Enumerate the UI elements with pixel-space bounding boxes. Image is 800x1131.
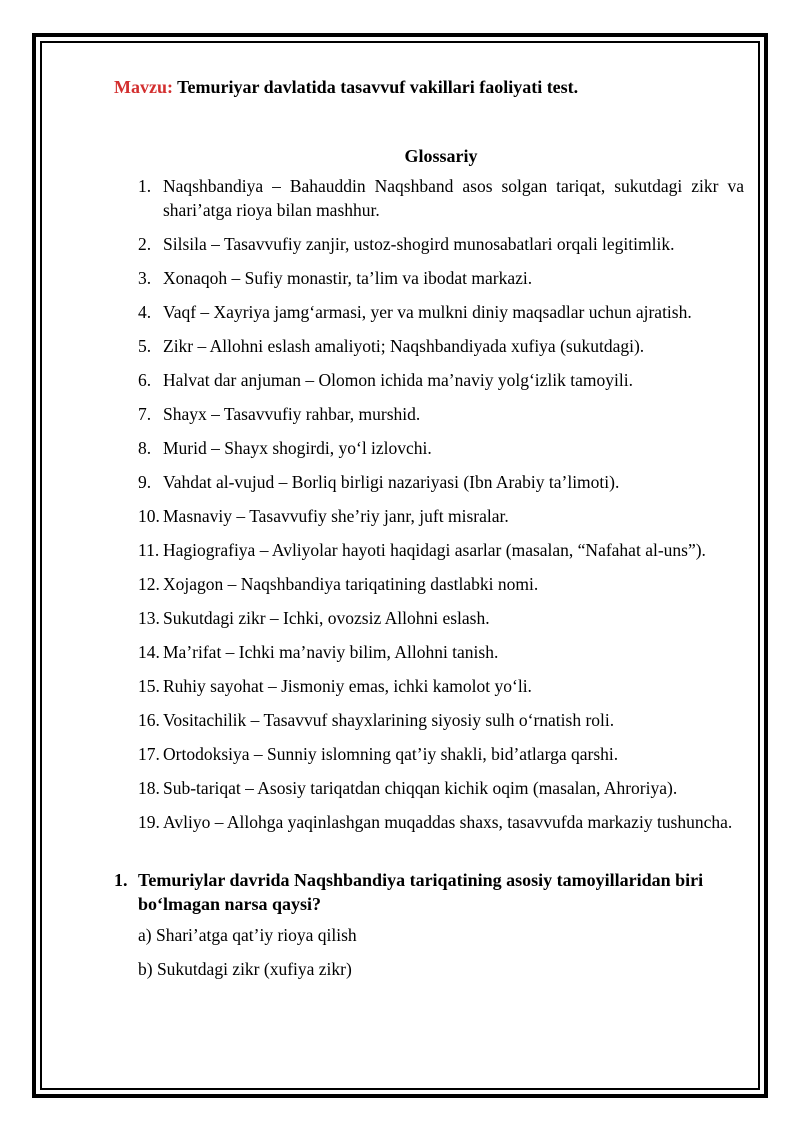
glossary-item: 2. Silsila – Tasavvufiy zanjir, ustoz-shogird munosabatlari orqali legitimlik. bbox=[138, 233, 675, 254]
document-body bbox=[114, 74, 744, 991]
glossary-list bbox=[114, 175, 744, 834]
glossary-item: 7. Shayx – Tasavvufiy rahbar, murshid. bbox=[138, 403, 421, 424]
topic-label: Mavzu: bbox=[114, 77, 173, 97]
glossary-item: 16. Vositachilik – Tasavvuf shayxlarining siyosiy sulh o‘rnatish roli. bbox=[138, 709, 615, 730]
glossary-item: 4. Vaqf – Xayriya jamg‘armasi, yer va mulkni diniy maqsadlar uchun ajratish. bbox=[138, 301, 692, 322]
glossary-item: 1. Naqshbandiya – Bahauddin Naqshband asos solgan tariqat, sukutdagi zikr va shari’atga rioya bilan mashhur. bbox=[138, 176, 744, 220]
test-question bbox=[114, 868, 744, 916]
glossary-item: 18. Sub-tariqat – Asosiy tariqatdan chiqqan kichik oqim (masalan, Ahroriya). bbox=[138, 777, 678, 798]
question-number: 1. bbox=[114, 870, 128, 890]
answer-options bbox=[114, 924, 744, 981]
question-text: Temuriylar davrida Naqshbandiya tariqatining asosiy tamoyillaridan biri bo‘lmagan narsa qaysi? bbox=[138, 870, 704, 914]
glossary-item: 11. Hagiografiya – Avliyolar hayoti haqidagi asarlar (masalan, “Nafahat al-uns”). bbox=[138, 539, 706, 560]
answer-option-b: b) Sukutdagi zikr (xufiya zikr) bbox=[138, 958, 352, 979]
glossary-item: 17. Ortodoksiya – Sunniy islomning qat’iy shakli, bid’atlarga qarshi. bbox=[138, 743, 619, 764]
glossary-item: 12. Xojagon – Naqshbandiya tariqatining dastlabki nomi. bbox=[138, 573, 539, 594]
glossary-item: 6. Halvat dar anjuman – Olomon ichida ma’naviy yolg‘izlik tamoyili. bbox=[138, 369, 633, 390]
glossary-item: 13. Sukutdagi zikr – Ichki, ovozsiz Allohni eslash. bbox=[138, 607, 490, 628]
glossary-item: 19. Avliyo – Allohga yaqinlashgan muqaddas shaxs, tasavvufda markaziy tushuncha. bbox=[138, 811, 733, 832]
glossary-item: 9. Vahdat al-vujud – Borliq birligi nazariyasi (Ibn Arabiy ta’limoti). bbox=[138, 471, 620, 492]
glossary-item: 15. Ruhiy sayohat – Jismoniy emas, ichki kamolot yo‘li. bbox=[138, 675, 532, 696]
answer-option-a: a) Shari’atga qat’iy rioya qilish bbox=[138, 925, 357, 945]
glossary-heading: Glossariy bbox=[404, 146, 478, 166]
glossary-item: 14. Ma’rifat – Ichki ma’naviy bilim, Allohni tanish. bbox=[138, 641, 499, 662]
glossary-item: 3. Xonaqoh – Sufiy monastir, ta’lim va ibodat markazi. bbox=[138, 267, 533, 288]
topic-title: Temuriyar davlatida tasavvuf vakillari faoliyati test. bbox=[177, 77, 579, 97]
glossary-item: 10. Masnaviy – Tasavvufiy she’riy janr, juft misralar. bbox=[138, 505, 509, 526]
glossary-item: 8. Murid – Shayx shogirdi, yo‘l izlovchi. bbox=[138, 437, 432, 458]
glossary-item: 5. Zikr – Allohni eslash amaliyoti; Naqshbandiyada xufiya (sukutdagi). bbox=[138, 335, 645, 356]
document-title bbox=[114, 74, 744, 100]
